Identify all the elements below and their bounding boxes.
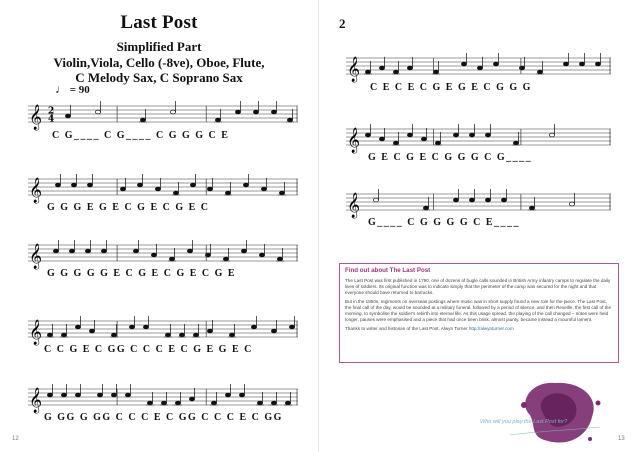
note-head: [235, 110, 240, 114]
note-head: [379, 137, 384, 141]
tempo-value: = 90: [69, 84, 90, 96]
note-head: [513, 141, 518, 145]
note-head: [229, 333, 234, 337]
staff-lines: [346, 190, 611, 220]
page-number: 2: [339, 16, 346, 31]
note-head: [75, 325, 80, 329]
info-box: [339, 263, 619, 363]
note-head: [47, 333, 52, 337]
note-head: [75, 393, 80, 397]
note-head: [365, 70, 370, 74]
note-head: [225, 393, 230, 397]
subtitle-line: C Melody Sax, C Soprano Sax: [75, 70, 243, 85]
note-head: [87, 183, 92, 187]
note-head: [193, 333, 198, 337]
treble-clef-icon: 𝄞: [29, 105, 43, 130]
note-head: [161, 401, 166, 405]
treble-clef-icon: 𝄞: [29, 244, 43, 269]
note-head: [423, 206, 428, 210]
note-head: [155, 187, 160, 191]
note-head: [143, 325, 148, 329]
note-head: [421, 137, 426, 141]
poppy-splat-illustration: [500, 375, 610, 450]
note-head: [111, 393, 116, 397]
note-head: [239, 393, 244, 397]
note-head: [187, 249, 192, 253]
note-head: [453, 133, 458, 137]
music-staff: [28, 317, 298, 347]
note-letters: G____ C G G G G C E____: [368, 217, 521, 228]
note-head: [47, 393, 52, 397]
note-head: [61, 333, 66, 337]
staff-lines: [28, 102, 298, 132]
note-head: [137, 183, 142, 187]
info-credit: [345, 326, 613, 332]
time-signature-digit: 4: [48, 114, 55, 125]
time-signature-digit: 2: [48, 106, 55, 117]
note-head: [501, 198, 506, 202]
music-staff: [28, 241, 298, 271]
note-head: [169, 257, 174, 261]
info-heading: Find out about The Last Post: [345, 267, 431, 274]
note-head: [253, 110, 258, 114]
note-head: [65, 114, 70, 118]
staff-lines: [28, 175, 298, 205]
credit-link[interactable]: http://alwynturner.com: [468, 326, 514, 331]
note-head: [85, 249, 90, 253]
note-head: [257, 401, 262, 405]
staff-lines: [346, 125, 611, 155]
note-head: [125, 393, 130, 397]
subtitle: [0, 39, 318, 86]
note-letters: G G G E G E C G E C G E C: [47, 202, 210, 213]
folio-right: 13: [618, 436, 625, 442]
staff-lines: [28, 241, 298, 271]
note-head: [133, 249, 138, 253]
note-head: [223, 257, 228, 261]
treble-clef-icon: 𝄞: [347, 57, 361, 82]
staff-lines: [346, 54, 611, 84]
note-head: [211, 401, 216, 405]
note-head: [189, 397, 194, 401]
note-head: [207, 329, 212, 333]
note-head: [393, 70, 398, 74]
note-head: [461, 62, 466, 66]
treble-clef-icon: 𝄞: [347, 128, 361, 153]
note-head: [477, 66, 482, 70]
note-head: [485, 198, 490, 202]
note-head: [140, 118, 145, 122]
note-head: [251, 325, 256, 329]
note-head: [241, 249, 246, 253]
note-head: [147, 401, 152, 405]
treble-clef-icon: 𝄞: [347, 193, 361, 218]
tempo-marking: [55, 82, 90, 97]
note-head: [537, 70, 542, 74]
note-head: [69, 249, 74, 253]
note-head: [365, 133, 370, 137]
treble-clef-icon: 𝄞: [29, 320, 43, 345]
note-head: [285, 401, 290, 405]
note-letters: G G G G G E C G E C G E C G E: [47, 268, 237, 279]
note-head: [595, 62, 600, 66]
note-head: [271, 110, 276, 114]
note-head: [165, 333, 170, 337]
note-head: [111, 333, 116, 337]
folio-left: 12: [12, 436, 19, 442]
note-head: [549, 133, 554, 137]
note-letters: G E C G E C G G G C G____: [368, 152, 533, 163]
note-head: [435, 141, 440, 145]
note-head: [55, 183, 60, 187]
music-staff: [346, 190, 611, 220]
note-head: [407, 66, 412, 70]
note-head: [453, 198, 458, 202]
music-staff: [28, 385, 298, 415]
note-head: [529, 206, 534, 210]
note-head: [179, 333, 184, 337]
note-head: [129, 325, 134, 329]
note-head: [95, 110, 100, 114]
note-head: [190, 183, 195, 187]
caption: Who will you play the Last Post for?: [480, 419, 568, 425]
subtitle-line: Violin,Viola, Cello (-8ve), Oboe, Flute,: [53, 54, 265, 70]
note-head: [261, 187, 266, 191]
note-head: [373, 198, 378, 202]
note-head: [271, 401, 276, 405]
note-head: [407, 133, 412, 137]
note-head: [97, 393, 102, 397]
note-head: [207, 187, 212, 191]
note-head: [71, 183, 76, 187]
staff-lines: [28, 385, 298, 415]
music-staff: [346, 125, 611, 155]
note-letters: C G____ C G____ C G G G C E: [52, 130, 230, 141]
note-head: [519, 66, 524, 70]
note-head: [175, 401, 180, 405]
note-letters: G GG G GG C C C E C GG C C C E C GG: [44, 412, 283, 423]
note-head: [493, 62, 498, 66]
note-head: [243, 183, 248, 187]
note-head: [170, 110, 175, 114]
note-head: [433, 70, 438, 74]
note-head: [469, 198, 474, 202]
info-paragraph: The Last Post was first published in 1790, one of dozens of bugle calls sounded in British Army infantry camps to regulate the daily lives of soldiers. Its original function was to indicate simply that the perimeter of the camp was secured for the night and that everyone should have returned to barracks.: [345, 278, 611, 295]
note-head: [279, 191, 284, 195]
info-paragraph: But in the 1850s, regiments on overseas postings where music was in short supply found a new role for the piece. The Last Post, the final call of the day, would be sounded at a military funeral, followed by a period of silence, and then Reveille, the first call of the morning, to symbolise the soldier's rebirth into eternal life. As this usage spread, the playing of the call changed – notes were held longer, pauses were emphasised and a piece that had once been brisk, almost jaunty, became instead a mournful lament.: [345, 299, 611, 322]
note-head: [151, 253, 156, 257]
note-head: [53, 249, 58, 253]
note-head: [89, 329, 94, 333]
note-head: [215, 118, 220, 122]
music-staff: [28, 102, 298, 132]
music-staff: [28, 175, 298, 205]
note-head: [569, 202, 574, 206]
note-head: [579, 62, 584, 66]
note-letters: C E C E C G E G E C G G G: [370, 82, 532, 93]
note-letters: C C G E C GG C C C E C G E G E C: [44, 344, 253, 355]
note-head: [379, 66, 384, 70]
quarter-note-icon: ♩: [55, 82, 67, 96]
treble-clef-icon: 𝄞: [29, 178, 43, 203]
note-head: [393, 141, 398, 145]
note-head: [225, 191, 230, 195]
page-title: Last Post: [120, 12, 198, 33]
note-head: [289, 325, 294, 329]
note-head: [287, 118, 292, 122]
note-head: [563, 62, 568, 66]
music-staff: [346, 54, 611, 84]
subtitle-line: Simplified Part: [116, 39, 202, 54]
staff-lines: [28, 317, 298, 347]
note-head: [271, 329, 276, 333]
note-head: [277, 257, 282, 261]
note-head: [485, 133, 490, 137]
note-head: [469, 133, 474, 137]
note-head: [101, 249, 106, 253]
note-head: [120, 187, 125, 191]
credit-text: Thanks to writer and historian of the Last Post, Alwyn Turner: [345, 326, 468, 331]
note-head: [259, 253, 264, 257]
note-head: [61, 393, 66, 397]
treble-clef-icon: 𝄞: [29, 388, 43, 413]
note-head: [173, 191, 178, 195]
